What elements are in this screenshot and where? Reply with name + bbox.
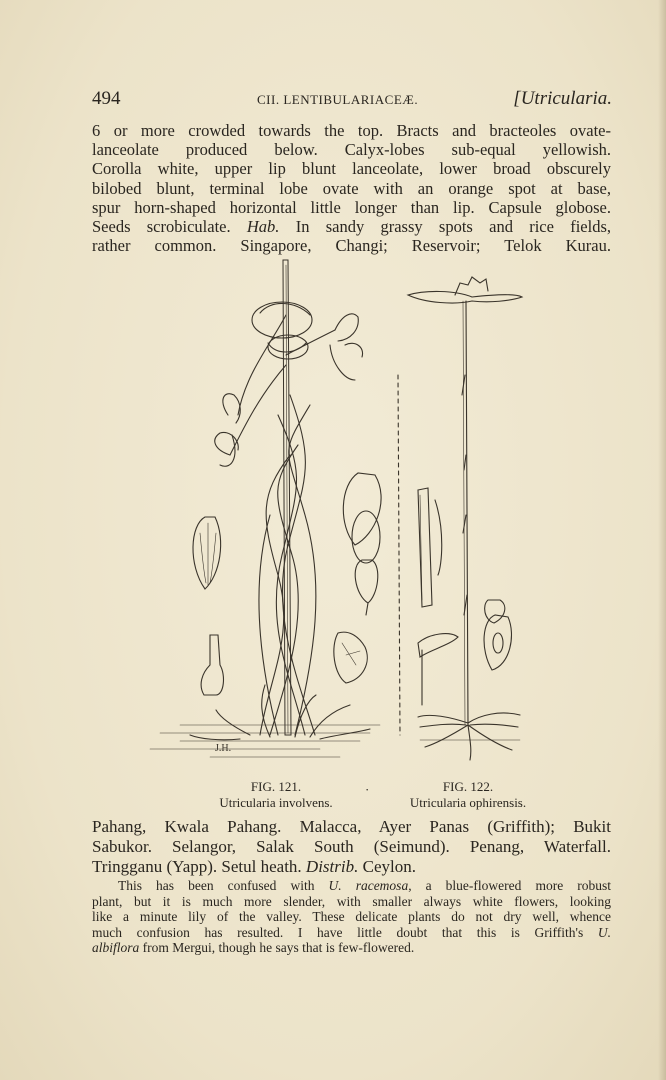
text-line: spur horn-shaped horizontal little longer than lip. Capsule globose.: [92, 197, 611, 217]
distrib-label: Distrib.: [305, 857, 359, 876]
text-line: lanceolate produced below. Calyx-lobes sub-equal yellowish.: [92, 140, 611, 160]
note-text: This has been confused with: [118, 878, 329, 893]
fig121-plant-drawing: [150, 260, 381, 757]
note-line: like a minute lily of the valley. These delicate plants do not dry well, whence: [92, 909, 611, 924]
figure-121-species: Utricularia involvens.: [219, 795, 333, 810]
figure-separator: [398, 375, 400, 735]
note-line: plant, but it is much more slender, with smaller always white flowers, looking: [92, 893, 611, 909]
note-paragraph: [92, 878, 611, 956]
hab-text: In sandy grassy spots and rice fields,: [279, 217, 611, 237]
text-line-habitat: [92, 217, 611, 236]
section-title: CII. LENTIBULARIACEÆ.: [257, 92, 419, 107]
note-italic-species: U. racemosa: [328, 878, 409, 893]
note-italic-genus: U.: [597, 924, 611, 940]
page-number: 494: [92, 88, 121, 109]
distrib-text: Ceylon.: [358, 857, 416, 876]
monogram: J.H.: [215, 743, 232, 754]
hab-label: Hab.: [246, 217, 280, 237]
page-edge-shadow: [658, 0, 666, 1080]
note-text: , a blue-flowered more robust: [408, 878, 612, 893]
note-text: much confusion has resulted. I have little doubt that this is Griffith's: [92, 924, 598, 940]
figure-122-label: FIG. 122.: [442, 779, 494, 794]
caption-separator: ·: [365, 782, 370, 797]
note-line: [92, 940, 611, 956]
text-line-distrib: [92, 857, 611, 877]
description-paragraph: [92, 121, 611, 255]
botanical-illustration: [120, 255, 560, 775]
text-line: Sabukor. Selangor, Salak South (Seimund). Penang, Waterfall.: [92, 837, 611, 856]
note-line: [92, 925, 611, 941]
figure-122-caption: [388, 779, 548, 811]
figure-121-caption: [196, 779, 356, 811]
figure-121-label: FIG. 121.: [250, 779, 302, 794]
text-line: Corolla white, upper lip blunt lanceolate, lower broad obscurely: [92, 159, 611, 179]
fig122-plant-drawing: [408, 277, 522, 760]
illustration-svg: [120, 255, 560, 775]
text-line: Pahang, Kwala Pahang. Malacca, Ayer Panas (Griffith); Bukit: [92, 817, 611, 836]
note-text: from Mergui, though he says that is few-flowered.: [139, 940, 415, 955]
note-italic-species: albiflora: [92, 940, 140, 955]
distribution-paragraph: [92, 817, 611, 877]
running-head: [92, 88, 612, 112]
text-line: rather common. Singapore, Changi; Reservoir; Telok Kurau.: [92, 236, 611, 256]
heath-text: Tringganu (Yapp). Setul heath.: [92, 857, 302, 876]
note-line: [92, 878, 611, 894]
text-line: 6 or more crowded towards the top. Bracts and bracteoles ovate-: [92, 121, 611, 140]
figure-122-species: Utricularia ophirensis.: [409, 795, 527, 810]
seeds-text: Seeds scrobiculate.: [92, 217, 231, 237]
genus-tag: [Utricularia.: [513, 88, 612, 109]
text-line: bilobed blunt, terminal lobe ovate with an orange spot at base,: [92, 178, 611, 198]
